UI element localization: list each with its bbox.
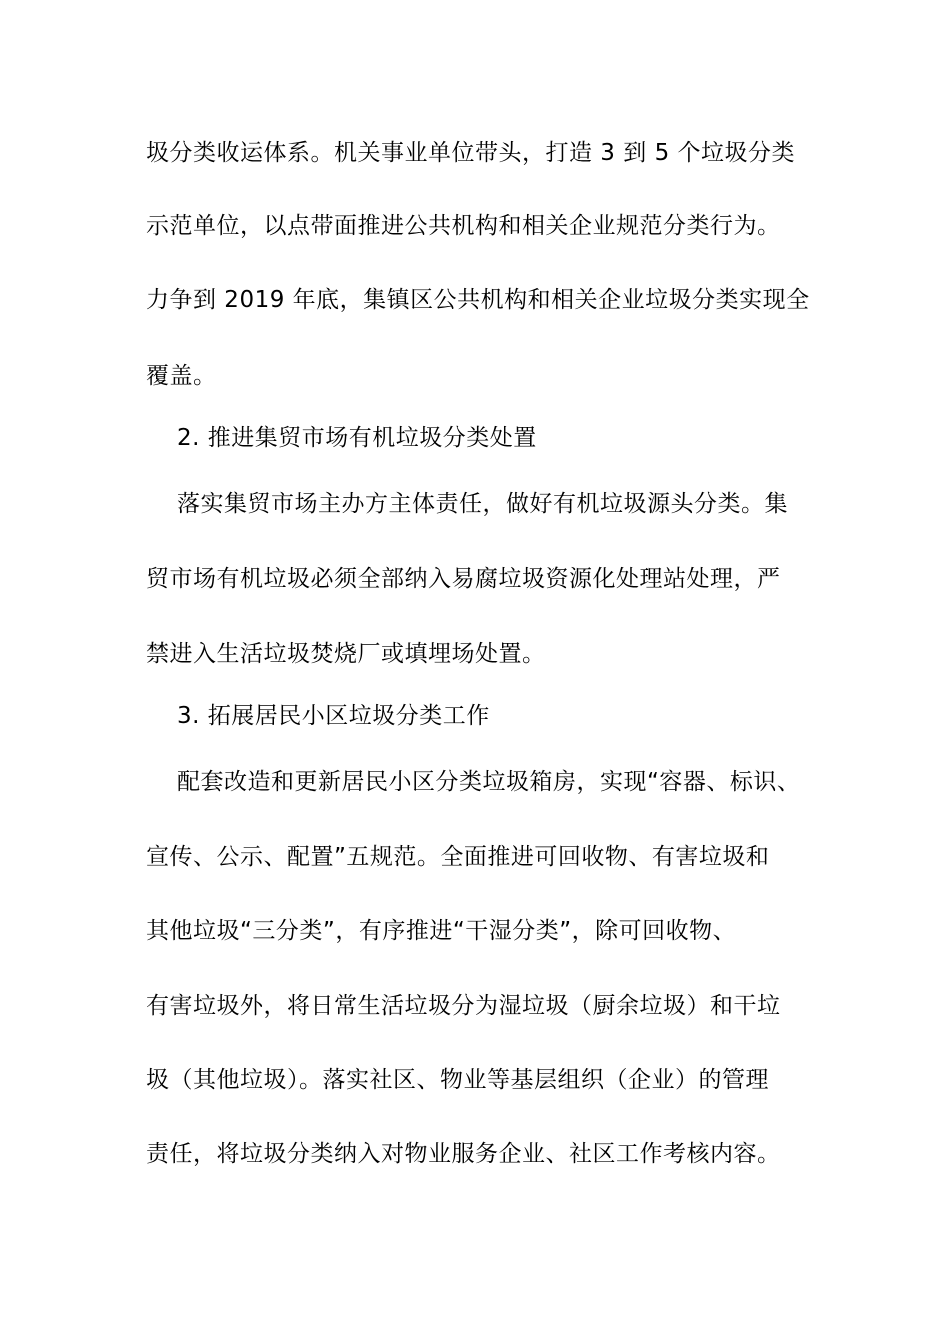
text-line: 圾（其他垃圾）。落实社区、物业等基层组织（企业）的管理 — [146, 1067, 769, 1093]
text-line: 有害垃圾外，将日常生活垃圾分为湿垃圾（厨余垃圾）和干垃 — [146, 993, 781, 1019]
text-line: 责任，将垃圾分类纳入对物业服务企业、社区工作考核内容。 — [146, 1141, 781, 1167]
text-line: 贸市场有机垃圾必须全部纳入易腐垃圾资源化处理站处理，严 — [146, 566, 781, 592]
text-line: 示范单位，以点带面推进公共机构和相关企业规范分类行为。 — [146, 213, 781, 239]
text-line: 配套改造和更新居民小区分类垃圾箱房，实现“容器、标识、 — [177, 769, 801, 795]
text-line: 落实集贸市场主办方主体责任，做好有机垃圾源头分类。集 — [177, 491, 788, 517]
text-line: 宣传、公示、配置”五规范。全面推进可回收物、有害垃圾和 — [146, 844, 770, 870]
text-line: 力争到 2019 年底，集镇区公共机构和相关企业垃圾分类实现全 — [146, 287, 810, 313]
text-line: 圾分类收运体系。机关事业单位带头，打造 3 到 5 个垃圾分类 — [146, 140, 796, 166]
text-line: 禁进入生活垃圾焚烧厂或填埋场处置。 — [146, 641, 546, 667]
text-line: 其他垃圾“三分类”，有序推进“干湿分类”，除可回收物、 — [146, 918, 737, 944]
text-line: 覆盖。 — [146, 363, 217, 389]
section-heading: 3. 拓展居民小区垃圾分类工作 — [177, 703, 490, 729]
section-heading: 2. 推进集贸市场有机垃圾分类处置 — [177, 425, 537, 451]
